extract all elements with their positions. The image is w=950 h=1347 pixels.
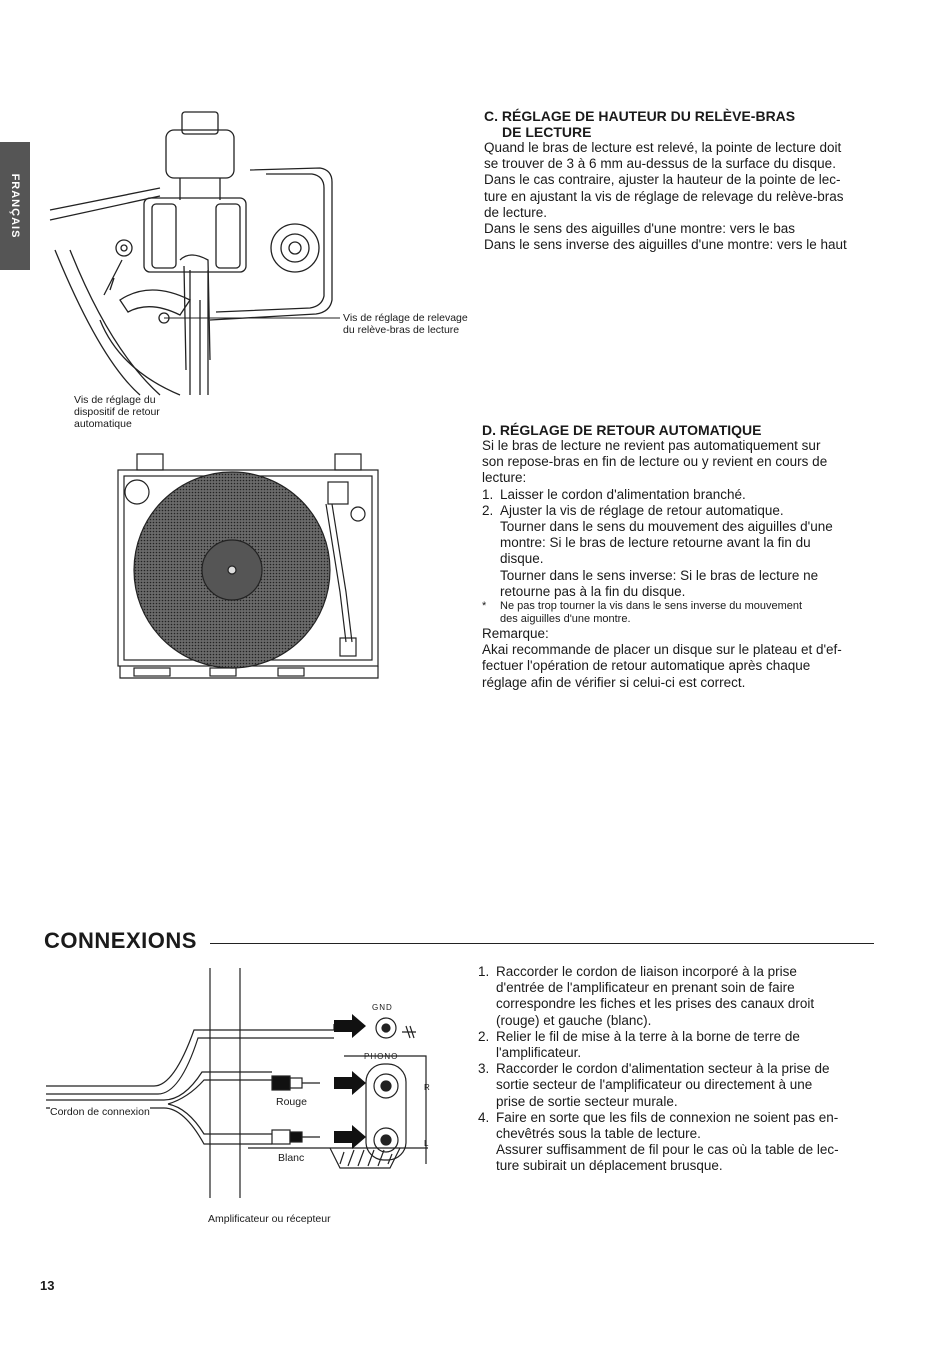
return-screw-caption (74, 394, 160, 430)
text-line: réglage afin de vérifier si celui-ci est correct. (482, 674, 746, 690)
section-c (484, 108, 884, 253)
text-line: Dans le sens inverse des aiguilles d'une montre: vers le haut (484, 237, 847, 253)
text-line: d'entrée de l'amplificateur en prenant soin de faire (496, 980, 795, 996)
language-tab (0, 142, 30, 270)
section-c-title (484, 108, 884, 140)
text-line: ture subirait un déplacement brusque. (496, 1158, 723, 1174)
caption-line: Vis de réglage du (74, 394, 156, 406)
text-line: Assurer suffisamment de fil pour le cas où la table de lec- (496, 1142, 839, 1158)
text-line: sortie secteur de l'amplificateur ou directement à une (496, 1077, 813, 1093)
step-item (478, 1029, 876, 1061)
blanc-label: Blanc (278, 1152, 305, 1164)
text-line: montre: Si le bras de lecture retourne avant la fin du (500, 535, 811, 551)
caption-line: automatique (74, 418, 132, 430)
turntable-top-figure (110, 452, 385, 682)
step-number: 4. (478, 1109, 490, 1125)
text-line: Relier le fil de mise à la terre à la borne de terre de (496, 1028, 800, 1044)
connexions-title: CONNEXIONS (44, 928, 197, 953)
step-item (478, 1110, 876, 1175)
text-line: Dans le cas contraire, ajuster la hauteur de la pointe de lec- (484, 172, 841, 188)
rouge-label: Rouge (276, 1096, 307, 1108)
text-line: Raccorder le cordon de liaison incorporé à la prise (496, 964, 797, 979)
text-line: retourne pas à la fin du disque. (500, 583, 686, 599)
text-line: l'amplificateur. (496, 1045, 582, 1061)
text-line: correspondre les fiches et les prises des canaux droit (496, 996, 815, 1012)
text-line: disque. (500, 551, 544, 567)
page-number: 13 (40, 1278, 55, 1293)
step-item (482, 503, 882, 600)
section-d-intro (482, 438, 882, 487)
step-number: 2. (482, 502, 494, 518)
caption-line: Vis de réglage de relevage (343, 312, 468, 324)
r-channel-label: R (424, 1083, 430, 1092)
text-line: fectuer l'opération de retour automatique après chaque (482, 658, 811, 674)
text-line: Dans le sens des aiguilles d'une montre: vers le bas (484, 221, 795, 237)
text-line: ture en ajustant la vis de réglage de relevage du relève-bras (484, 188, 844, 204)
text-line: chevêtrés sous la table de lecture. (496, 1126, 701, 1142)
connexions-steps (478, 964, 876, 1175)
text-line: son repose-bras en fin de lecture ou y revient en cours de (482, 454, 828, 470)
section-c-body (484, 140, 884, 253)
lift-screw-caption (343, 312, 468, 336)
text-line: prise de sortie secteur murale. (496, 1093, 678, 1109)
note-star: * (482, 600, 487, 613)
step-item (478, 1061, 876, 1110)
section-d-title: D. RÉGLAGE DE RETOUR AUTOMATIQUE (482, 422, 762, 438)
caption-line: dispositif de retour (74, 406, 160, 418)
title-line: DE LECTURE (502, 124, 592, 140)
phono-label: PHONO (364, 1052, 399, 1061)
text-line: Si le bras de lecture ne revient pas automatiquement sur (482, 438, 821, 453)
step-item (482, 487, 882, 503)
caption-line: du relève-bras de lecture (343, 324, 460, 336)
text-line: de lecture. (484, 204, 548, 220)
text-line: Tourner dans le sens du mouvement des aiguilles d'une (500, 519, 833, 535)
text-line: (rouge) et gauche (blanc). (496, 1012, 652, 1028)
cordon-label: Cordon de connexion (50, 1106, 150, 1118)
tonearm-lift-figure (40, 100, 480, 400)
section-d (482, 422, 882, 691)
text-line: des aiguilles d'une montre. (500, 613, 631, 626)
step-number: 3. (478, 1061, 490, 1077)
step-number: 1. (482, 486, 494, 502)
title-rule (210, 943, 874, 944)
text-line: Ajuster la vis de réglage de retour automatique. (500, 502, 784, 518)
text-line: se trouver de 3 à 6 mm au-dessus de la surface du disque. (484, 156, 836, 172)
step-number: 1. (478, 964, 490, 979)
section-d-note (482, 600, 882, 626)
text-line: Tourner dans le sens inverse: Si le bras de lecture ne (500, 567, 819, 583)
text-line: Quand le bras de lecture est relevé, la pointe de lecture doit (484, 140, 842, 155)
text-line: Ne pas trop tourner la vis dans le sens inverse du mouvement (500, 600, 803, 613)
text-line: lecture: (482, 470, 527, 486)
title-line: C. RÉGLAGE DE HAUTEUR DU RELÈVE-BRAS (484, 108, 796, 124)
step-item (478, 964, 876, 1029)
text-line: Laisser le cordon d'alimentation branché. (500, 486, 746, 502)
language-tab-label: FRANÇAIS (9, 173, 21, 239)
section-d-steps (482, 487, 882, 600)
gnd-label: GND (372, 1003, 393, 1012)
text-line: Raccorder le cordon d'alimentation secteur à la prise de (496, 1061, 830, 1077)
text-line: Akai recommande de placer un disque sur le plateau et d'ef- (482, 642, 842, 658)
text-line: Faire en sorte que les fils de connexion ne soient pas en- (496, 1109, 839, 1125)
step-number: 2. (478, 1028, 490, 1044)
remark-label: Remarque: (482, 626, 549, 642)
section-d-remark (482, 626, 882, 691)
l-channel-label: L (424, 1139, 429, 1148)
amplifier-label: Amplificateur ou récepteur (208, 1213, 331, 1225)
